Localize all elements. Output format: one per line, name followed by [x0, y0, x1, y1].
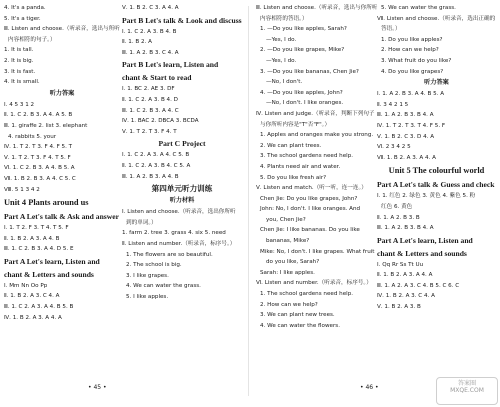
text-line: Ⅱ. 1. B 2. A [122, 39, 152, 46]
text-line: 1. The school gardens need help. [260, 291, 354, 298]
text-line: Ⅲ. 1. A 2. B 3. B 4. A [377, 112, 434, 119]
text-line: Chen Jie: Do you like grapes, John? [260, 195, 358, 202]
text-line: 4. We can water the flowers. [260, 322, 340, 329]
left-column-2 [122, 3, 242, 302]
text-line: Ⅳ. 1. T 2. T 3. F 4. F 5. T [4, 144, 73, 151]
text-line: Ⅴ. 1. B 2. C 3. A 4. A [122, 5, 179, 11]
text-line: Ⅱ. 1. B 2. A 3. C 4. A [4, 293, 60, 300]
text-line: Ⅲ. 1. C 2. B 3. A 4. D 5. E [4, 246, 74, 253]
text-line: do you like, Sarah? [266, 259, 320, 266]
text-line: Ⅲ. 1. C 2. A 3. A 4. B 5. B [4, 304, 74, 311]
text-line: Ⅱ. 1. C 2. B 3. A 4. A 5. B [4, 112, 73, 119]
text-line: Ⅵ. Listen and number.（听录音，标序号。） [256, 280, 372, 287]
section-heading: Part A Let's talk & Ask and answer [4, 212, 119, 222]
text-line: 1. farm 2. tree 3. grass 4. six 5. need [122, 230, 226, 237]
text-line: 3. What fruit do you like? [381, 57, 452, 64]
text-line: Ⅴ. 1. T 2. T 3. F 4. T 5. F [4, 154, 71, 161]
text-line: Ⅳ. Listen and judge.（听录音，判断下列句子 [256, 110, 375, 117]
text-line: Ⅰ. Listen and choose.（听录音，选出你所听 [122, 209, 236, 216]
right-page [256, 3, 496, 393]
sub-heading: 听力答案 [49, 89, 75, 97]
text-line: Ⅴ. 1. B 2. A 3. B [377, 304, 421, 311]
text-line: Ⅱ. 1. B 2. A 3. A 4. A [377, 272, 433, 279]
text-line: Ⅳ. 1. B 2. A 3. C 4. A [377, 293, 435, 300]
text-line: Ⅴ. Listen and match.（听一听，连一连。） [256, 185, 367, 192]
text-line: Ⅲ. 1. A 2. A 3. C 4. B 5. C 6. C [377, 282, 460, 289]
text-line: Ⅱ. Listen and number.（听录音，标序号。） [122, 240, 236, 247]
text-line: Ⅶ. 1. B 2. B 3. A 4. C 5. C [4, 175, 76, 182]
text-line: 1. Apples and oranges make you strong. [260, 132, 374, 139]
section-heading: Part A Let's learn, Listen and [4, 256, 100, 266]
text-line: 2. The school is big. [126, 262, 182, 269]
text-line: Ⅳ. 1. BAC 2. DBCA 3. BCDA [122, 118, 199, 125]
text-line: 1. The flowers are so beautiful. [126, 251, 213, 258]
text-line: Ⅰ. 1. C 2. A 3. B 4. B [122, 28, 177, 35]
text-line: Ⅰ. Qq Rr Ss Tt Uu [377, 261, 424, 268]
text-line: 到的单词。） [126, 219, 157, 226]
text-line: Ⅵ. 1. C 2. B 3. A 4. B 5. A [4, 165, 75, 172]
text-line: Ⅲ. Listen and choose.（听录音，选出与所听 [4, 26, 120, 33]
section-heading: chant & Start to read [122, 73, 192, 83]
text-line: Ⅰ. 1. 红色 2. 绿色 3. 黄色 4. 紫色 5. 粉 [377, 193, 476, 200]
text-line: Ⅱ. 1. B 2. A 3. A 4. B [4, 235, 60, 242]
text-line: 2. We can plant trees. [260, 142, 322, 149]
text-line: 内容相符的句子。） [8, 36, 56, 43]
text-line: Ⅴ. 1. T 2. T 3. F 4. T [122, 128, 177, 135]
text-line: Ⅶ. Listen and choose.（听录音，选出正确的 [377, 15, 496, 22]
text-line: 2. How can we help? [260, 301, 318, 308]
text-line: —No, I don't. I like oranges. [266, 100, 344, 107]
text-line: Ⅰ. Mm Nn Oo Pp [4, 282, 48, 289]
text-line: Ⅶ. 1. B 2. A 3. A 4. A [377, 154, 436, 161]
text-line: 5. I like apples. [126, 293, 169, 300]
text-line: you, Chen Jie? [266, 216, 306, 223]
text-line: Sarah: I like apples. [260, 269, 315, 276]
text-line: Ⅱ. 1. C 2. A 3. B 4. D [122, 96, 178, 103]
text-line: 5. We can water the grass. [381, 5, 456, 11]
text-line: 3. We can plant new trees. [260, 312, 335, 319]
text-line: Ⅲ. 1. A 2. B 3. C 4. A [122, 49, 179, 56]
gutter-divider [248, 6, 249, 396]
text-line: Ⅵ. 2 3 4 2 5 [377, 144, 411, 151]
text-line: 1. Do you like apples? [381, 36, 443, 43]
section-heading: Part C Project [158, 139, 206, 149]
text-line: 4. rabbits 5. your [8, 133, 57, 140]
text-line: Ⅲ. 1. C 2. B 3. A 4. C [122, 107, 179, 114]
section-heading: Part A Let's talk & Guess and check [377, 180, 495, 190]
text-line: —Yes, I do. [266, 36, 297, 43]
text-line: 4. We can water the grass. [126, 283, 201, 290]
text-line: Ⅷ. 5 1 3 4 2 [4, 186, 40, 193]
section-heading: chant & Letters and sounds [377, 248, 467, 258]
text-line: Ⅰ. 1. T 2. F 3. T 4. T 5. F [4, 225, 69, 232]
text-line: 1. —Do you like apples, Sarah? [260, 26, 347, 33]
section-heading: Part B Let's talk & Look and discuss [122, 15, 242, 25]
watermark-logo: 答案圈 MXQE.COM [436, 377, 498, 405]
unit-title: Unit 4 Plants around us [4, 198, 89, 208]
text-line: 4. —Do you like apples, John? [260, 89, 343, 96]
text-line: 红色 6. 黄色 [381, 203, 413, 210]
text-line: 与你所听内容是"T"否"F"。） [260, 121, 331, 128]
text-line: 内容相符的答语。） [260, 15, 308, 22]
section-heading: chant & Letters and sounds [4, 269, 94, 279]
text-line: 答语。） [381, 26, 401, 33]
text-line: Mike: No, I don't. I like grapes. What fruit [260, 248, 375, 255]
text-line: 2. How can we help? [381, 47, 439, 54]
text-line: 4. It's a panda. [4, 5, 46, 11]
text-line: John: No, I don't. I like oranges. And [260, 206, 361, 213]
text-line: Ⅳ. 1. T 2. T 3. T 4. F 5. F [377, 122, 446, 129]
text-line: Ⅱ. 3 4 2 1 5 [377, 101, 409, 108]
text-line: 4. It is small. [4, 79, 40, 86]
text-line: Ⅰ. 1. BC 2. AE 3. DF [122, 86, 175, 93]
text-line: Ⅲ. 1. A 2. B 3. B 4. A [377, 225, 434, 232]
sub-heading: 听力答案 [424, 79, 449, 87]
text-line: 3. It is fast. [4, 68, 36, 75]
text-line: Ⅴ. 1. B 2. C 3. D 4. A [377, 133, 435, 140]
text-line: Ⅳ. 1. B 2. A 3. A 4. A [4, 314, 62, 321]
left-column-1 [4, 3, 120, 323]
text-line: Ⅱ. 1. C 2. A 3. B 4. C 5. A [122, 162, 191, 169]
sub-heading: 听力材料 [169, 197, 195, 205]
text-line: bananas, Mike? [266, 238, 310, 245]
section-heading: 第四单元听力训练 [151, 184, 213, 194]
right-column-2 [377, 3, 496, 313]
text-line: 4. Plants need air and water. [260, 163, 341, 170]
text-line: Ⅲ. 1. giraffe 2. list 3. elephant [4, 122, 88, 129]
unit-title: Unit 5 The colourful world [388, 166, 485, 176]
text-line: 2. It is big. [4, 57, 34, 64]
text-line: 1. It is tall. [4, 47, 34, 54]
text-line: Ⅲ. 1. A 2. B 3. A 4. B [122, 173, 179, 180]
text-line: Ⅰ. 1. A 2. B 3. A 4. B 5. A [377, 91, 445, 98]
text-line: 3. I like grapes. [126, 272, 169, 279]
left-page [4, 3, 242, 393]
section-heading: Part A Let's learn, Listen and [377, 235, 473, 245]
text-line: 3. The school gardens need help. [260, 153, 354, 160]
text-line: —No, I don't. [266, 79, 303, 86]
text-line: 2. —Do you like grapes, Mike? [260, 47, 345, 54]
text-line: Ⅰ. 4 5 3 1 2 [4, 101, 35, 108]
right-column-1 [256, 3, 378, 331]
text-line: 5. Do you like fresh air? [260, 174, 327, 181]
text-line: Chen Jie: I like bananas. Do you like [260, 227, 360, 234]
section-heading: Part B Let's learn, Listen and [122, 60, 219, 70]
text-line: 3. —Do you like bananas, Chen Jie? [260, 68, 359, 75]
text-line: 5. It's a tiger. [4, 15, 41, 22]
page-number-right: • 46 • [360, 384, 379, 391]
text-line: 4. Do you like grapes? [381, 68, 444, 75]
text-line: Ⅱ. 1. A 2. B 3. B [377, 214, 420, 221]
text-line: Ⅲ. Listen and choose.（听录音，选出与你所听 [256, 5, 378, 11]
text-line: Ⅰ. 1. C 2. A 3. A 4. C 5. B [122, 152, 190, 159]
text-line: —Yes, I do. [266, 57, 297, 64]
page-number-left: • 45 • [88, 384, 107, 391]
